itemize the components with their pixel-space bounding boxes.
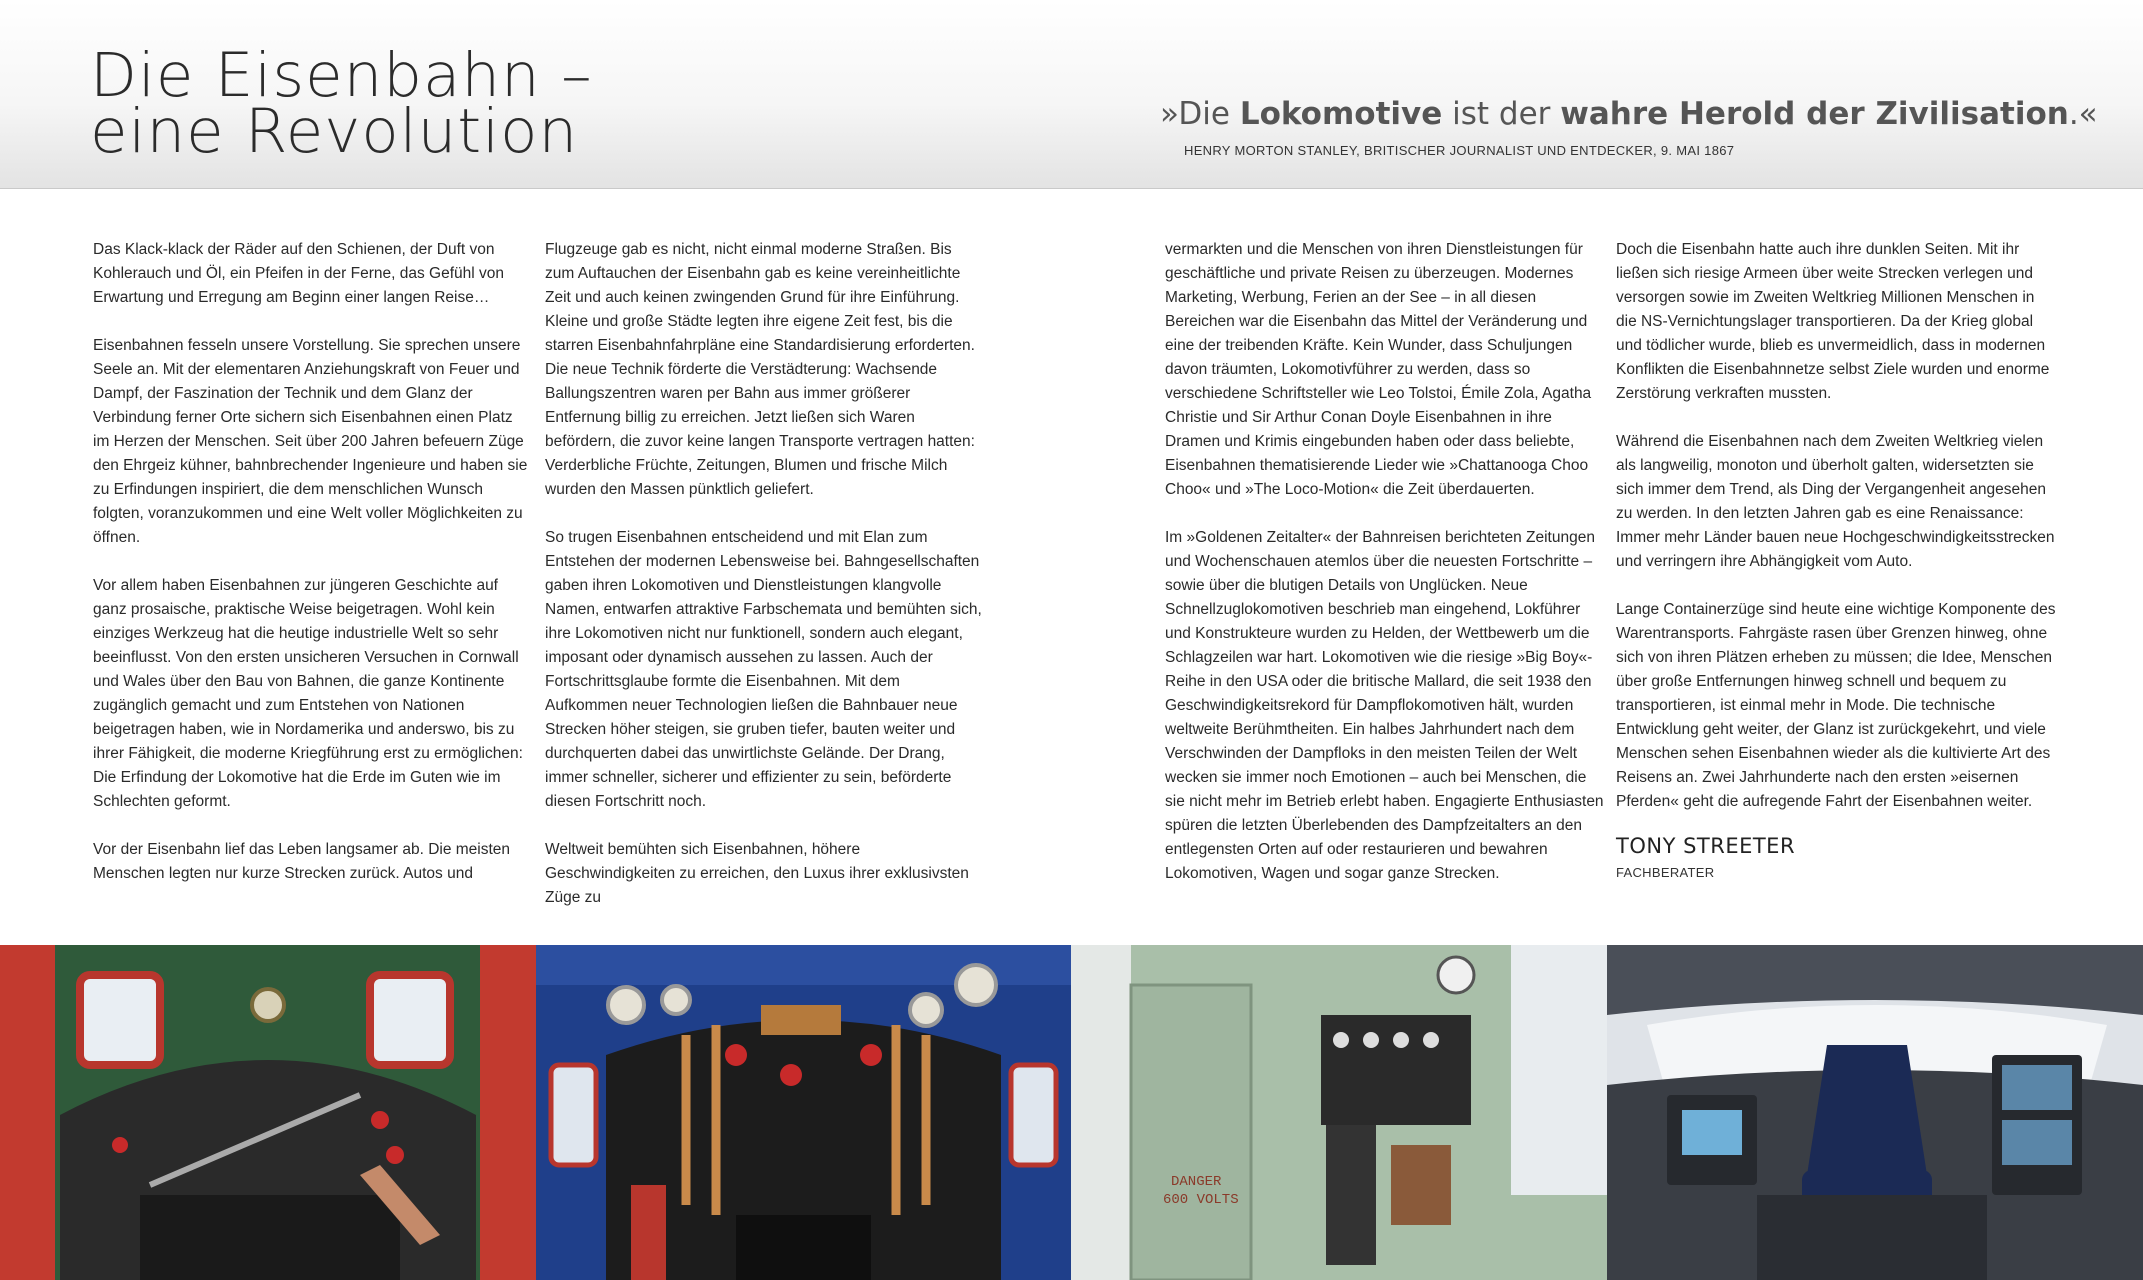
paragraph: Flugzeuge gab es nicht, nicht einmal moderne Straßen. Bis zum Auftauchen der Eisenbahn gab es keine vereinheitlichte Zeit und auch keinen zwingenden Grund für ihre Einführung. Kleine und große Städte legten ihre eigene Zeit fest, bis die starren Eisenbahnfahrpläne eine Standardisierung erforderten. Die neue Technik förderte die Verstädterung: Wachsende Ballungszentren waren per Bahn aus immer größerer Entfernung billig zu erreichen. Jetzt ließen sich Waren befördern, die zuvor keine langen Transporte vertragen hatten: Verderbliche Früchte, Zeitungen, Blumen und frische Milch wurden den Massen pünktlich geliefert. [545,241,975,498]
paragraph: Lange Containerzüge sind heute eine wichtige Komponente des Warentransports. Fahrgäste rasen über Grenzen hinweg, ohne sich von ihren Plätzen erheben zu müssen; die Idee, Menschen über große Entfernungen hinweg schnell und bequem zu transportieren, ist einmal mehr in Mode. Die technische Entwicklung geht weiter, der Glanz ist zurückgekehrt, und viele Menschen sehen Eisenbahnen wieder als die kultivierte Art des Reisens an. Zwei Jahrhunderte nach den ersten »eisernen Pferden« geht die aufregende Fahrt der Eisenbahnen weiter. [1616,601,2056,810]
photo-strip [0,945,2143,1280]
quote-bold-1: Lokomotive [1239,96,1443,132]
paragraph: Im »Goldenen Zeitalter« der Bahnreisen berichteten Zeitungen und Wochenschauen atemlos über die neuesten Fortschritte – sowie über die blutigen Details von Unglücken. Neue Schnellzuglokomotiven beschrieb man eingehend, Lokführer und Konstrukteure wurden zu Helden, der Wettbewerb um die Schlagzeilen war hart. Lokomotiven wie die riesige »Big Boy«-Reihe in den USA oder die britische Mallard, die seit 1938 den Geschwindigkeitsrekord für Dampflokomotiven hält, wurden weltweite Berühmtheiten. Ein halbes Jahrhundert nach dem Verschwinden der Dampfloks in den meisten Teilen der Welt wecken sie immer noch Emotionen – auch bei Menschen, die sie nicht mehr im Betrieb erlebt haben. Engagierte Enthusiasten spüren die letzten Überlebenden des Dampfzeitalters an den entlegensten Orten auf oder restaurieren und bewahren Lokomotiven, Wagen und sogar ganze Strecken. [1165,529,1604,882]
title-line-1: Die Eisenbahn – [90,40,593,111]
author-name: TONY STREETER [1616,834,1796,858]
quote-open: »Die [1160,96,1240,132]
text-column-1 [93,238,531,886]
photo-steam-cab-blue [536,945,1071,1280]
text-column-2 [545,238,983,910]
title-line-2: eine Revolution [90,96,579,167]
paragraph: vermarkten und die Menschen von ihren Dienstleistungen für geschäftliche und private Reisen zu überzeugen. Modernes Marketing, Werbung, Ferien an der See – in all diesen Bereichen war die Eisenbahn das Mittel der Veränderung und eine der treibenden Kräfte. Kein Wunder, dass Schuljungen davon träumten, Lokomotivführer zu werden, dass so verschiedene Schriftsteller wie Leo Tolstoi, Émile Zola, Agatha Christie und Sir Arthur Conan Doyle Eisenbahnen in ihre Dramen und Krimis eingebunden haben oder dass beliebte, Eisenbahnen thematisierende Lieder wie »Chattanooga Choo Choo« und »The Loco-Motion« die Zeit überdauerten. [1165,241,1592,498]
paragraph: Das Klack-klack der Räder auf den Schienen, der Duft von Kohlerauch und Öl, ein Pfeifen in der Ferne, das Gefühl von Erwartung und Erregung am Beginn einer langen Reise… [93,241,504,306]
paragraph: Vor der Eisenbahn lief das Leben langsamer ab. Die meisten Menschen legten nur kurze Strecken zurück. Autos und [93,841,511,882]
paragraph: So trugen Eisenbahnen entscheidend und mit Elan zum Entstehen der modernen Lebensweise bei. Bahngesellschaften gaben ihren Lokomotiven und Dienstleistungen klangvolle Namen, entwarfen attraktive Farbschemata und bemühten sich, ihre Lokomotiven nicht nur funktionell, sondern auch elegant, imposant oder dynamisch aussehen zu lassen. Auch der Fortschrittsglaube formte die Eisenbahnen. Mit dem Aufkommen neuer Technologien ließen die Bahnbauer neue Strecken höher steigen, sie gruben tiefer, bauten weiter und durchquerten dabei das unwirtlichste Gelände. Der Drang, immer schneller, sicherer und effizienter zu sein, beförderte diesen Fortschritt noch. [545,529,982,810]
photo-modern-cab [1607,945,2143,1280]
photo-electric-cab-green [1071,945,1607,1280]
author-role: FACHBERATER [1616,865,1715,880]
paragraph: Während die Eisenbahnen nach dem Zweiten Weltkrieg vielen als langweilig, monoton und überholt galten, widersetzten sie sich immer dem Trend, als Ding der Vergangenheit angesehen zu werden. In den letzten Jahren gab es eine Renaissance: Immer mehr Länder bauen neue Hochgeschwindigkeitsstrecken und verringern ihre Abhängigkeit vom Auto. [1616,433,2055,570]
pull-quote [1160,96,2098,132]
quote-mid: ist der [1442,96,1561,132]
text-column-4 [1616,238,2056,814]
paragraph: Vor allem haben Eisenbahnen zur jüngeren Geschichte auf ganz prosaische, praktische Weise beigetragen. Wohl kein einziges Werkzeug hat die heutige industrielle Welt so sehr beeinflusst. Von den ersten unsicheren Versuchen in Cornwall und Wales über den Bau von Bahnen, die ganze Kontinente zugänglich gemacht und zum Entstehen von Nationen beigetragen haben, wie in Nordamerika und anderswo, bis zu ihrer Fähigkeit, die moderne Kriegführung erst zu ermöglichen: Die Erfindung der Lokomotive hat die Erde im Guten wie im Schlechten geformt. [93,577,523,810]
quote-close: .« [2068,96,2098,132]
paragraph: Doch die Eisenbahn hatte auch ihre dunklen Seiten. Mit ihr ließen sich riesige Armeen über weite Strecken verlegen und versorgen sowie im Zweiten Weltkrieg Millionen Menschen in die NS-Vernichtungslager transportieren. Da der Krieg global und tödlicher wurde, blieb es unvermeidlich, dass in modernen Konflikten die Eisenbahnnetze selbst Ziele wurden und enorme Zerstörung verkraften mussten. [1616,241,2050,402]
quote-bold-2: wahre Herold der Zivilisation [1560,96,2069,132]
text-column-3 [1165,238,1605,886]
photo-steam-cab-red [0,945,536,1280]
sign-volts: 600 VOLTS [1163,1192,1239,1208]
page-title [90,40,593,167]
quote-source: HENRY MORTON STANLEY, BRITISCHER JOURNALIST UND ENTDECKER, 9. MAI 1867 [1184,143,1735,158]
paragraph: Weltweit bemühten sich Eisenbahnen, höhere Geschwindigkeiten zu erreichen, den Luxus ihrer exklusivsten Züge zu [545,841,969,906]
page-header [0,0,2143,189]
sign-danger: DANGER [1171,1174,1222,1190]
paragraph: Eisenbahnen fesseln unsere Vorstellung. Sie sprechen unsere Seele an. Mit der elementaren Anziehungskraft von Feuer und Dampf, der Faszination der Technik und dem Glanz der Verbindung ferner Orte sichern sich Eisenbahnen einen Platz im Herzen der Menschen. Seit über 200 Jahren befeuern Züge den Ehrgeiz kühner, bahnbrechender Ingenieure und haben sie zu Erfindungen inspiriert, die dem menschlichen Wunsch folgten, voranzukommen und eine Welt voller Möglichkeiten zu öffnen. [93,337,528,546]
